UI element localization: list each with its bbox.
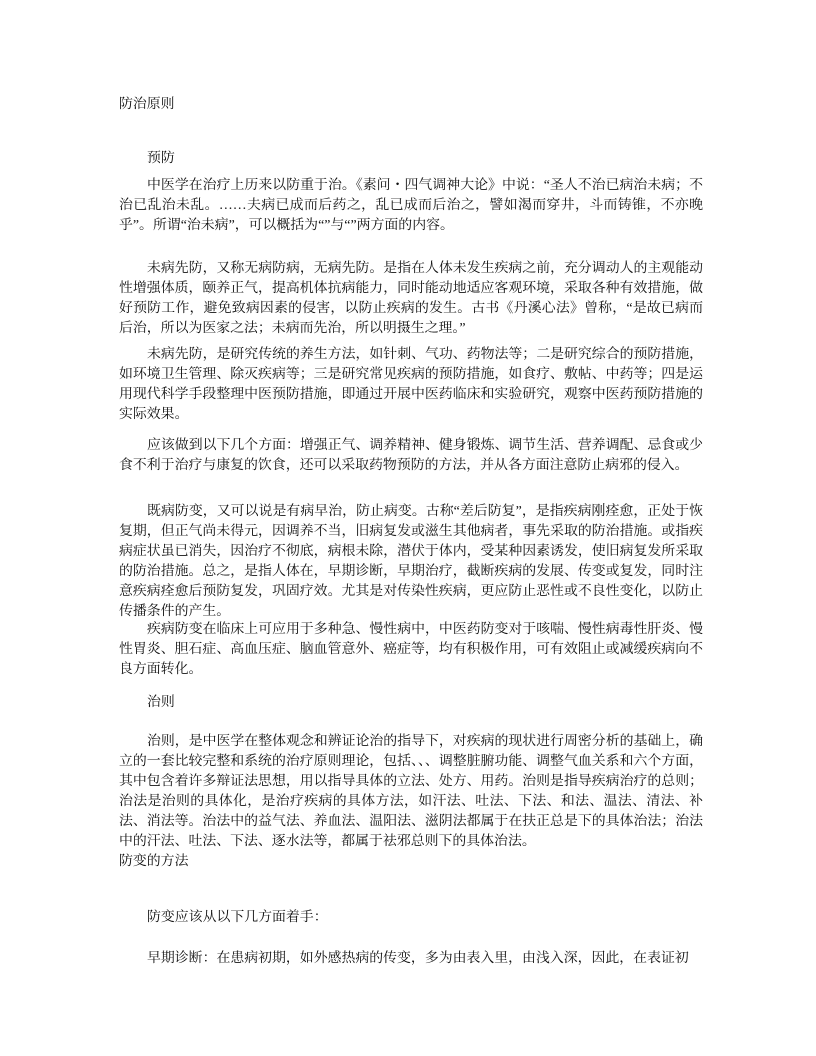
paragraph: 中医学在治疗上历来以防重于治。《素问・四气调神大论》中说：“圣人不治已病治未病；不治已乱治未乱。……夫病已成而后药之，乱已成而后治之，譬如渴而穿井，斗而铸锥，不亦晚乎”。所谓“治未病”，可以概括为“”与“”两方面的内容。 <box>119 178 703 233</box>
paragraph: 应该做到以下几个方面：增强正气、调养精神、健身锻炼、调节生活、营养调配、忌食或少食不利于治疗与康复的饮食，还可以采取药物预防的方法，并从各方面注意防止病邪的侵入。 <box>119 438 703 473</box>
paragraph: 防变应该从以下几方面着手： <box>147 910 328 925</box>
paragraph: 早期诊断：在患病初期，如外感热病的传变，多为由表入里，由浅入深，因此，在表证初 <box>147 951 689 966</box>
paragraph: 既病防变，又可以说是有病早治，防止病变。古称“差后防复”，是指疾病刚痊愈，正处于恢复期，但正气尚未得元，因调养不当，旧病复发或滋生其他病者，事先采取的防治措施。或指疾病症状虽已消失，因治疗不彻底，病根未除，潜伏于体内，受某种因素诱发，使旧病复发所采取的防治措施。总之，是指人体在，早期诊断，早期治疗，截断疾病的发展、传变或复发，同时注意疾病痊愈后预防复发，巩固疗效。尤其是对传染性疾病，更应防止恶性或不良性变化，以防止传播条件的产生。 <box>119 504 703 619</box>
document-title: 防治原则 <box>119 97 175 112</box>
heading-methods: 防变的方法 <box>119 854 189 869</box>
heading-prevention: 预防 <box>147 151 175 166</box>
paragraph: 疾病防变在临床上可应用于多种急、慢性病中，中医药防变对于咳喘、慢性病毒性肝炎、慢性胃炎、胆石症、高血压症、脑血管意外、癌症等，均有积极作用，可有效阻止或减缓疾病向不良方面转化。 <box>119 622 703 677</box>
heading-treatment: 治则 <box>147 695 175 710</box>
paragraph: 未病先防，是研究传统的养生方法，如针刺、气功、药物法等；二是研究综合的预防措施，如环境卫生管理、除灭疾病等；三是研究常见疾病的预防措施，如食疗、敷帖、中药等；四是运用现代科学手段整理中医预防措施，即通过开展中医药临床和实验研究，观察中医药预防措施的实际效果。 <box>119 347 703 422</box>
paragraph: 未病先防，又称无病防病，无病先防。是指在人体未发生疾病之前，充分调动人的主观能动性增强体质，颐养正气，提高机体抗病能力，同时能动地适应客观环境，采取各种有效措施，做好预防工作，避免致病因素的侵害，以防止疾病的发生。古书《丹溪心法》曾称，“是故已病而后治，所以为医家之法；未病而先治，所以明摄生之理。” <box>119 261 703 336</box>
paragraph: 治则，是中医学在整体观念和辨证论治的指导下，对疾病的现状进行周密分析的基础上，确立的一套比较完整和系统的治疗原则理论，包括、、、调整脏腑功能、调整气血关系和六个方面，其中包含着许多辩证法思想，用以指导具体的立法、处方、用药。治则是指导疾病治疗的总则；治法是治则的具体化，是治疗疾病的具体方法，如汗法、吐法、下法、和法、温法、清法、补法、消法等。治法中的益气法、养血法、温阳法、滋阴法都属于在扶正总是下的具体治法；治法中的汗法、吐法、下法、逐水法等，都属于祛邪总则下的具体治法。 <box>119 734 703 849</box>
